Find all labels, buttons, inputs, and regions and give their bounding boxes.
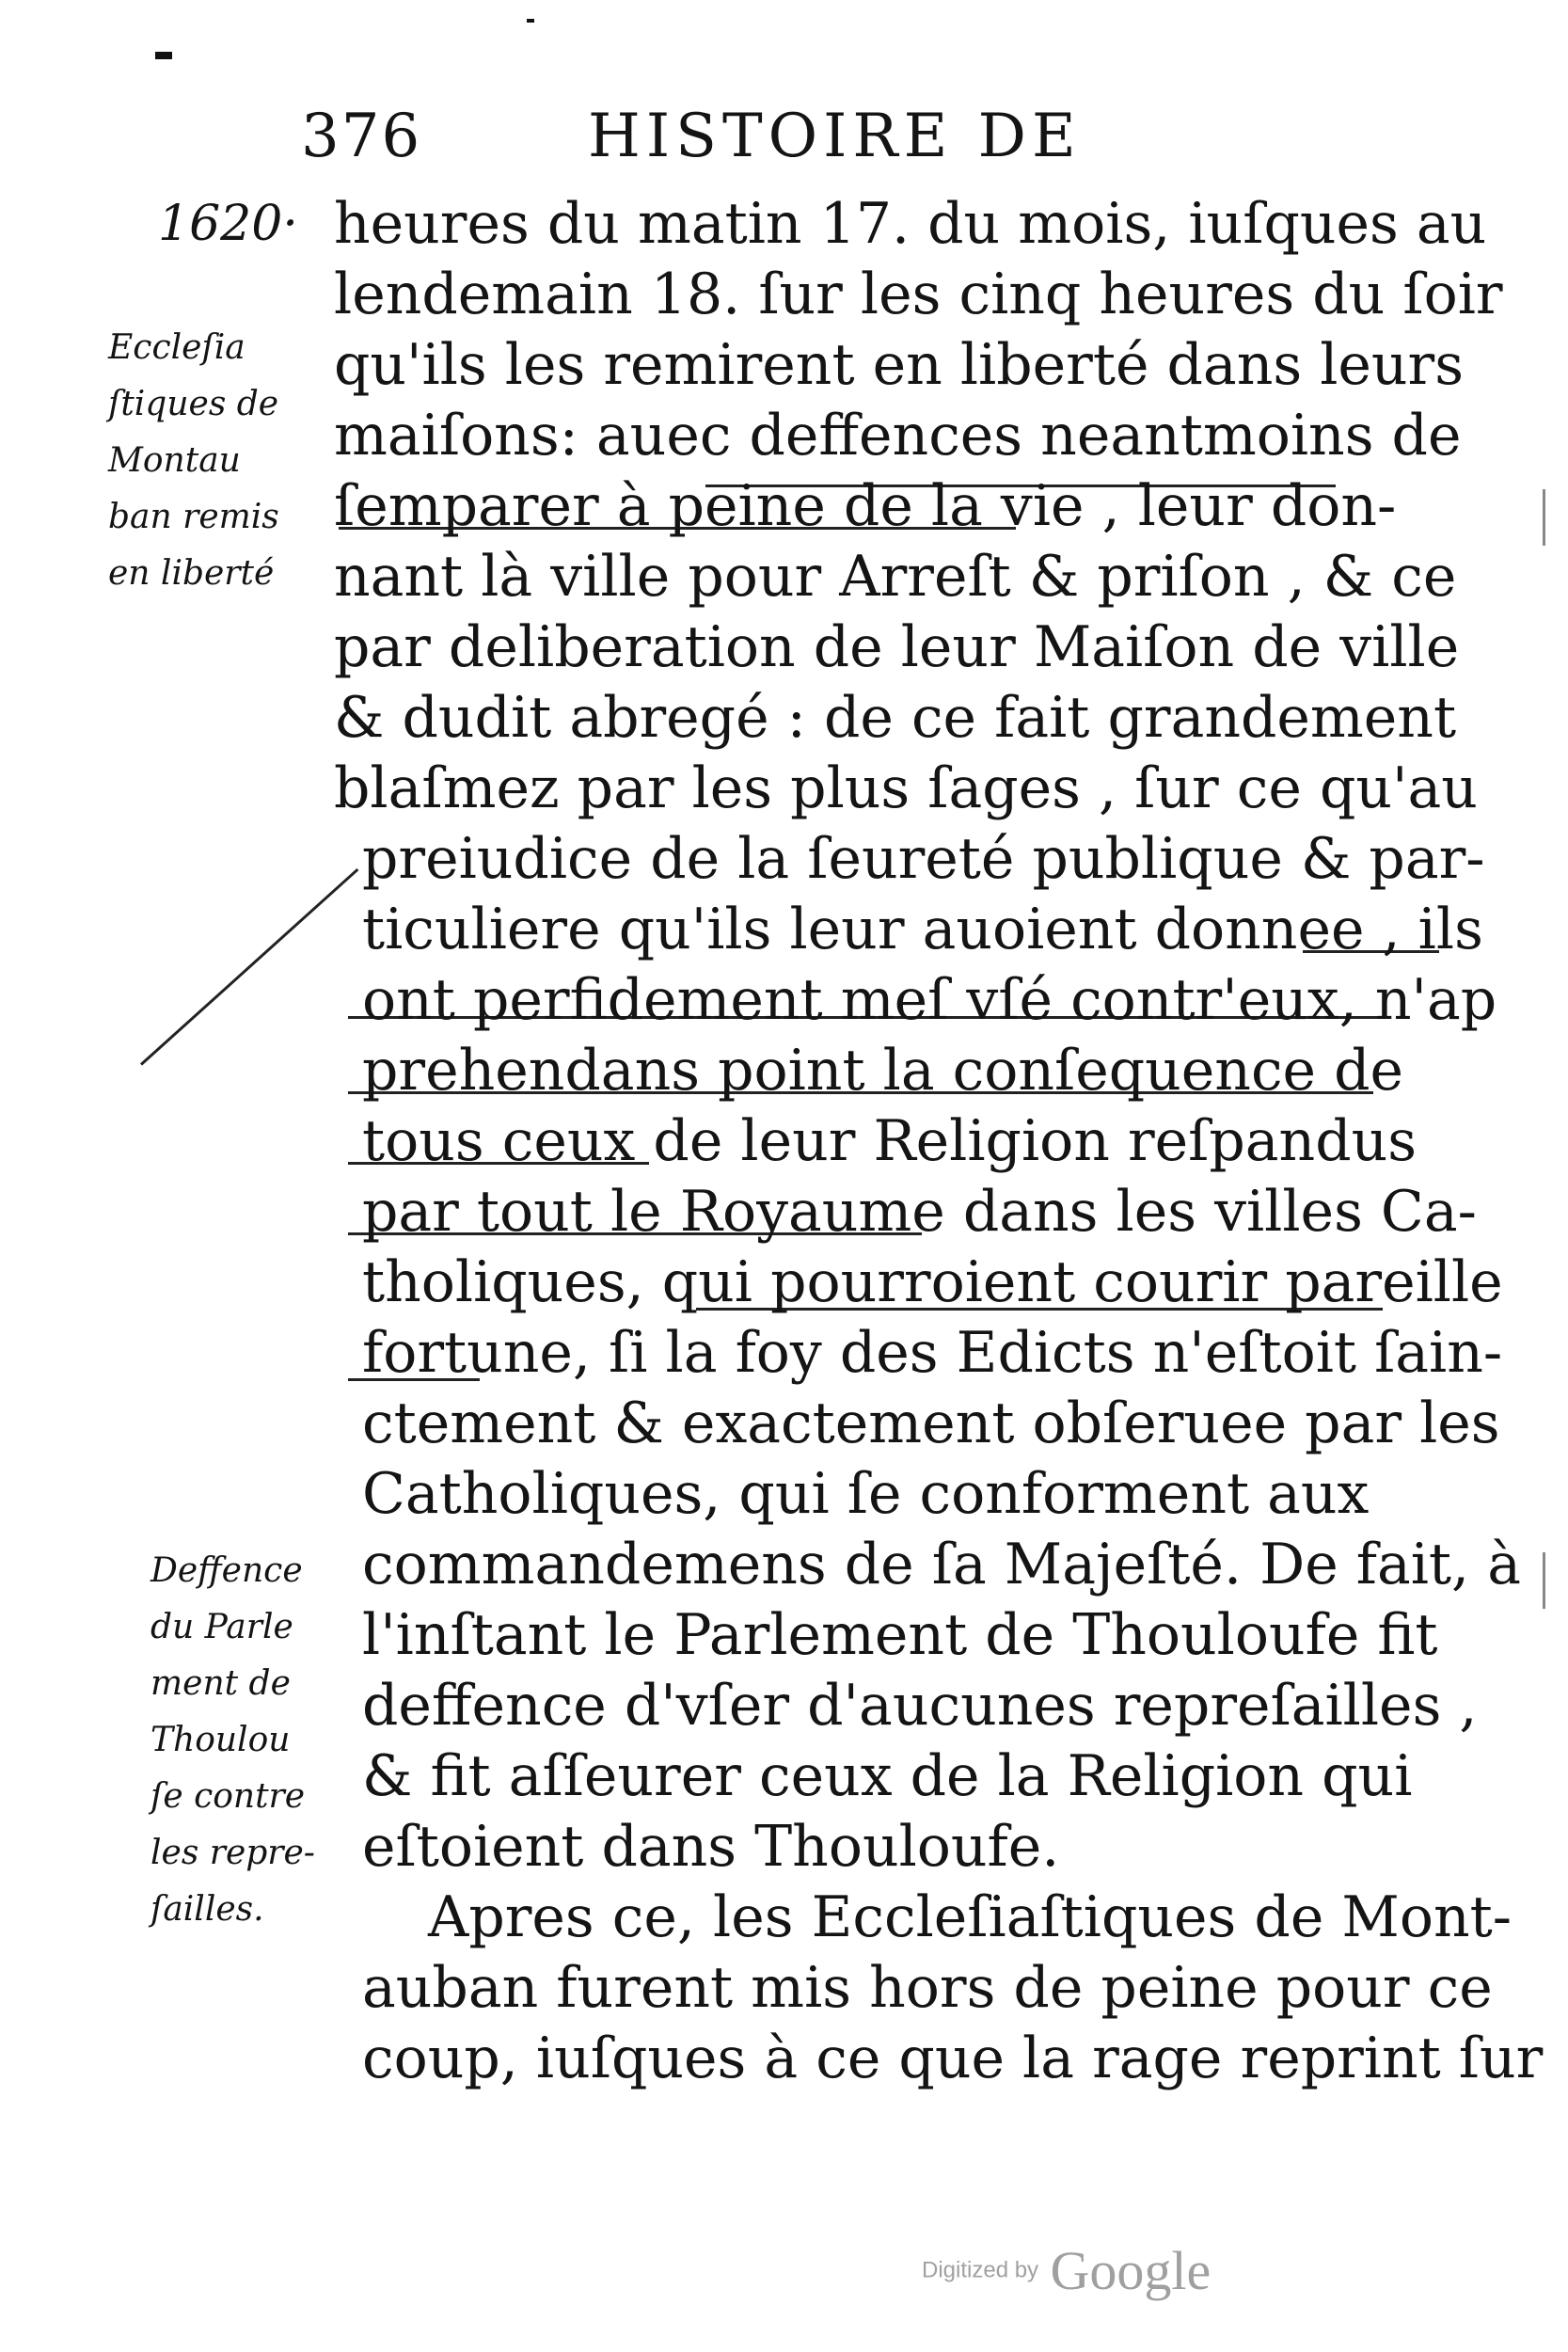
- digitized-label: Digitized by: [922, 2257, 1039, 2283]
- text-line: tous ceux de leur Religion reſpandus: [362, 1108, 1418, 1174]
- text-line: prehendans point la conſequence de: [362, 1038, 1404, 1104]
- margin-pointer-mark: [140, 868, 358, 1066]
- text-line: heures du matin 17. du mois, iuſques au: [334, 191, 1487, 257]
- margin-note-ecclesiastiques: Eccleſia ſtiques de Montau ban remis en liberté: [108, 328, 279, 593]
- year-marker: 1620·: [158, 196, 298, 252]
- text-line: ctement & exactement obſeruee par les: [362, 1391, 1500, 1456]
- text-line: coup, iuſques à ce que la rage reprint ſur: [362, 2026, 1544, 2091]
- text-line: ſemparer à peine de la vie , leur don-: [334, 473, 1397, 539]
- text-line: par deliberation de leur Maiſon de ville: [334, 614, 1460, 680]
- text-line: par tout le Royaume dans les villes Ca-: [362, 1179, 1477, 1245]
- digitized-footer: [922, 2239, 1211, 2302]
- text-line: Catholiques, qui ſe conforment aux: [362, 1461, 1370, 1527]
- ink-speck: [527, 19, 534, 23]
- text-line: l'inſtant le Parlement de Thouloufe fit: [362, 1602, 1438, 1668]
- text-line: & dudit abregé : de ce fait grandement: [334, 685, 1457, 751]
- text-line: preiudice de la ſeureté publique & par-: [362, 826, 1485, 892]
- text-line: eſtoient dans Thouloufe.: [362, 1814, 1060, 1880]
- text-line: Apres ce, les Eccleſiaſtiques de Mont-: [428, 1884, 1512, 1950]
- text-line: ont perfidement meſ vſé contr'eux, n'ap: [362, 967, 1497, 1033]
- text-line: maiſons: auec deffences neantmoins de: [334, 403, 1462, 469]
- text-line: nant là ville pour Arreſt & priſon , & ce: [334, 544, 1457, 610]
- text-line: lendemain 18. ſur les cinq heures du ſoir: [334, 262, 1503, 327]
- margin-note-deffence: Deffence du Parle ment de Thoulou ſe contre les repre- ſailles.: [150, 1551, 315, 1929]
- text-line: blaſmez par les plus ſages , ſur ce qu'au: [334, 755, 1478, 821]
- text-line: & fit aſſeurer ceux de la Religion qui: [362, 1743, 1413, 1809]
- text-line: commandemens de ſa Majeſté. De fait, à: [362, 1532, 1521, 1597]
- text-line: deffence d'vſer d'aucunes repreſailles ,: [362, 1673, 1478, 1739]
- scan-edge: [1543, 489, 1545, 546]
- scan-edge: [1543, 1552, 1545, 1609]
- text-line: fortune, ſi la foy des Edicts n'eſtoit ſain-: [362, 1320, 1503, 1386]
- page-header: [301, 102, 1242, 186]
- ink-speck: [155, 52, 172, 59]
- text-line: auban furent mis hors de peine pour ce: [362, 1955, 1493, 2021]
- google-wordmark: Google: [1050, 2240, 1212, 2301]
- text-line: ticuliere qu'ils leur auoient donnee , ils: [362, 897, 1483, 962]
- text-line: qu'ils les remirent en liberté dans leurs: [334, 332, 1465, 398]
- page-number: 376: [301, 102, 422, 171]
- running-title: HISTOIRE DE: [588, 102, 1082, 171]
- text-line: tholiques, qui pourroient courir pareille: [362, 1249, 1503, 1315]
